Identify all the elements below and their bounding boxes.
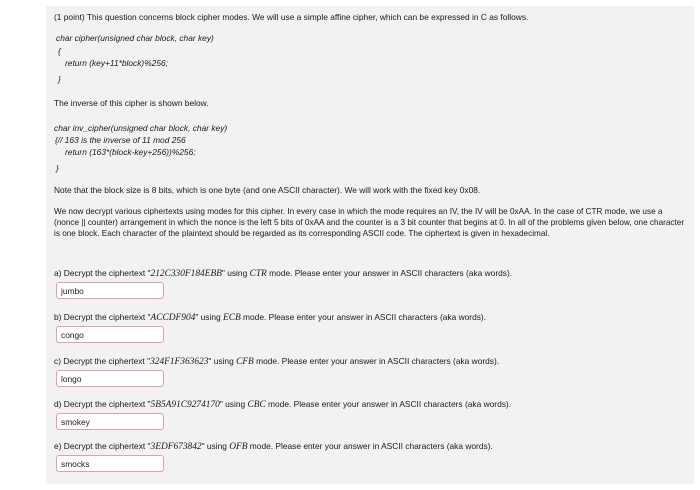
cipher-code-line2: { xyxy=(58,46,61,56)
inverse-text: The inverse of this cipher is shown below. xyxy=(54,98,209,108)
ciphertext-b: ACCDF904 xyxy=(150,313,196,323)
answer-input-e[interactable]: smocks xyxy=(56,455,164,472)
intro-text: (1 point) This question concerns block cipher modes. We will use a simple affine cipher, which can be expressed in C as follows. xyxy=(54,12,529,22)
question-b: b) Decrypt the ciphertext "ACCDF904" using ECB mode. Please enter your answer in ASCII characters (aka words). xyxy=(54,312,487,323)
mode-b: ECB xyxy=(223,313,241,323)
note-text: Note that the block size is 8 bits, which is one byte (and one ASCII character). We will work with the fixed key 0x08. xyxy=(54,185,481,195)
question-d: d) Decrypt the ciphertext "5B5A91C9274170" using CBC mode. Please enter your answer in ASCII characters (aka words). xyxy=(54,399,512,410)
mode-d: CBC xyxy=(247,400,266,410)
inv-cipher-code-line1: char inv_cipher(unsigned char block, char key) xyxy=(54,123,228,133)
inv-cipher-code-line2: {// 163 is the inverse of 11 mod 256 xyxy=(55,135,186,145)
mode-a: CTR xyxy=(249,269,267,279)
description-text: We now decrypt various ciphertexts using modes for this cipher. In every case in which the mode requires an IV, the IV will be 0xAA. In the case of CTR mode, we use a (nonce || counter) arrangement in which the nonce is the left 5 bits of 0xAA and the counter is a 3 bit counter that begins at 0. In all of the problems given below, one character is one block. Each character of the plaintext should be regarded as its corresponding ASCII code. The ciphertext is given in hexadecimal. xyxy=(54,207,685,239)
ciphertext-c: 324F1F363623 xyxy=(150,357,209,367)
answer-input-c[interactable]: longo xyxy=(56,370,164,387)
inv-cipher-code-line4: } xyxy=(56,163,59,173)
question-a: a) Decrypt the ciphertext "212C330F184EBB" using CTR mode. Please enter your answer in ASCII characters (aka words). xyxy=(54,268,513,279)
cipher-code-line1: char cipher(unsigned char block, char key) xyxy=(56,33,214,43)
ciphertext-a: 212C330F184EBB xyxy=(150,269,222,279)
answer-input-b[interactable]: congo xyxy=(56,326,164,343)
cipher-code-line3: return (key+11*block)%256; xyxy=(65,58,168,68)
question-e: e) Decrypt the ciphertext "3EDF673842" using OFB mode. Please enter your answer in ASCII characters (aka words). xyxy=(54,441,493,452)
mode-c: CFB xyxy=(236,357,254,367)
cipher-code-line4: } xyxy=(58,74,61,84)
ciphertext-d: 5B5A91C9274170 xyxy=(150,400,220,410)
question-panel xyxy=(46,6,694,484)
question-c: c) Decrypt the ciphertext "324F1F363623" using CFB mode. Please enter your answer in ASCII characters (aka words). xyxy=(54,356,500,367)
answer-input-d[interactable]: smokey xyxy=(56,413,164,430)
ciphertext-e: 3EDF673842 xyxy=(150,442,202,452)
inv-cipher-code-line3: return (163*(block-key+256))%256; xyxy=(65,147,196,157)
answer-input-a[interactable]: jumbo xyxy=(56,282,164,299)
mode-e: OFB xyxy=(229,442,248,452)
